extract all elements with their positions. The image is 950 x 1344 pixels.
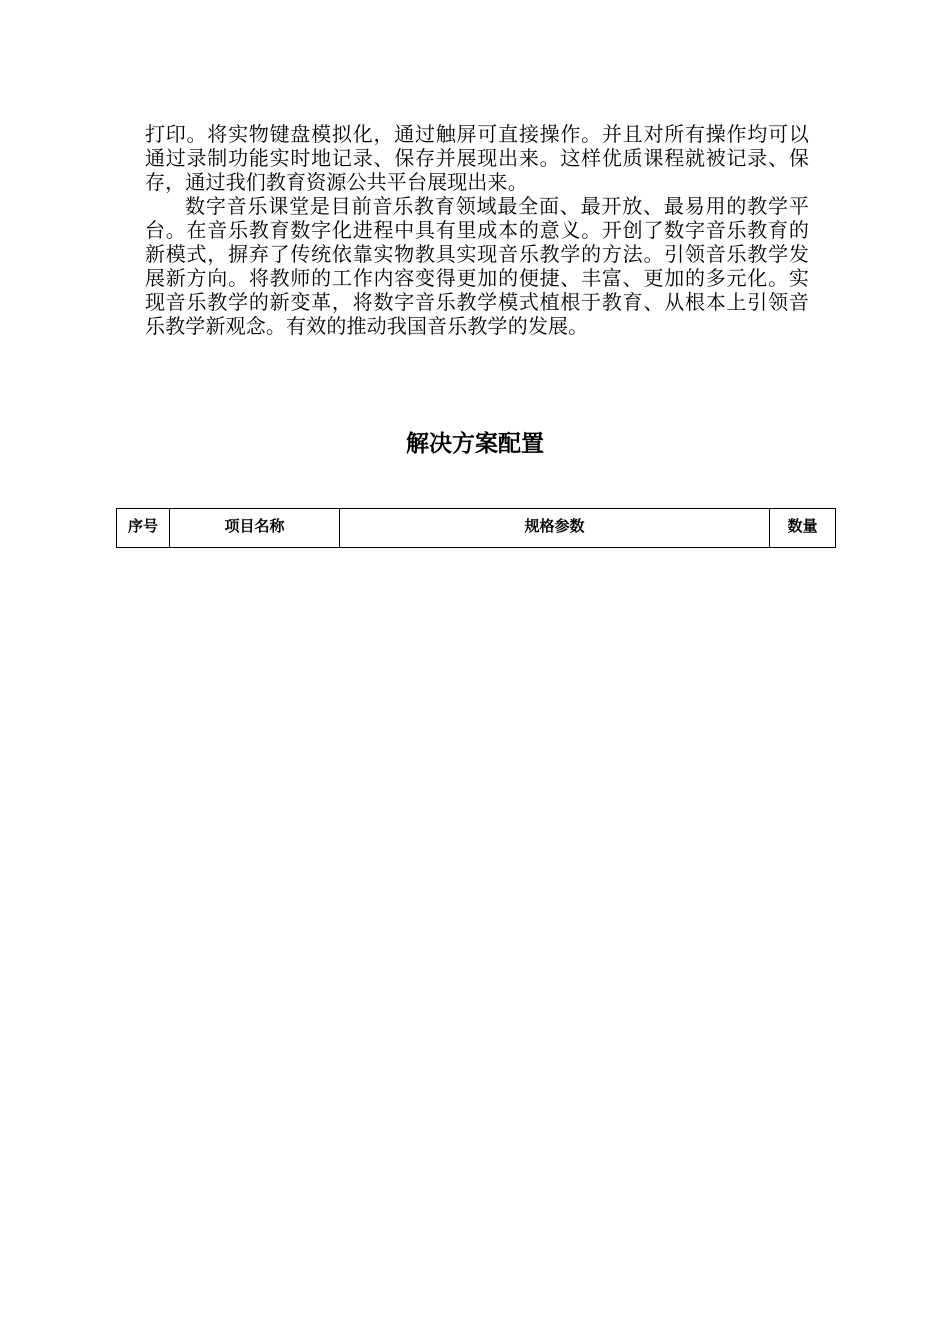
paragraph-continuation: 打印。将实物键盘模拟化，通过触屏可直接操作。并且对所有操作均可以通过录制功能实时地记录、保存并展现出来。这样优质课程就被记录、保存，通过我们教育资源公共平台展现出来。 xyxy=(145,122,809,194)
header-quantity: 数量 xyxy=(770,509,836,548)
section-title: 解决方案配置 xyxy=(406,431,544,457)
body-text xyxy=(145,122,809,338)
paragraph-digital-music-classroom: 数字音乐课堂是目前音乐教育领域最全面、最开放、最易用的教学平台。在音乐教育数字化进程中具有里成本的意义。开创了数字音乐教育的新模式，摒弃了传统依靠实物教具实现音乐教学的方法。引领音乐教学发展新方向。将教师的工作内容变得更加的便捷、丰富、更加的多元化。实现音乐教学的新变革，将数字音乐教学模式植根于教育、从根本上引领音乐教学新观念。有效的推动我国音乐教学的发展。 xyxy=(145,194,809,338)
header-index: 序号 xyxy=(117,509,170,548)
table-header-row xyxy=(117,509,836,548)
header-item-name: 项目名称 xyxy=(170,509,340,548)
header-specification: 规格参数 xyxy=(340,509,770,548)
configuration-table xyxy=(116,508,836,548)
